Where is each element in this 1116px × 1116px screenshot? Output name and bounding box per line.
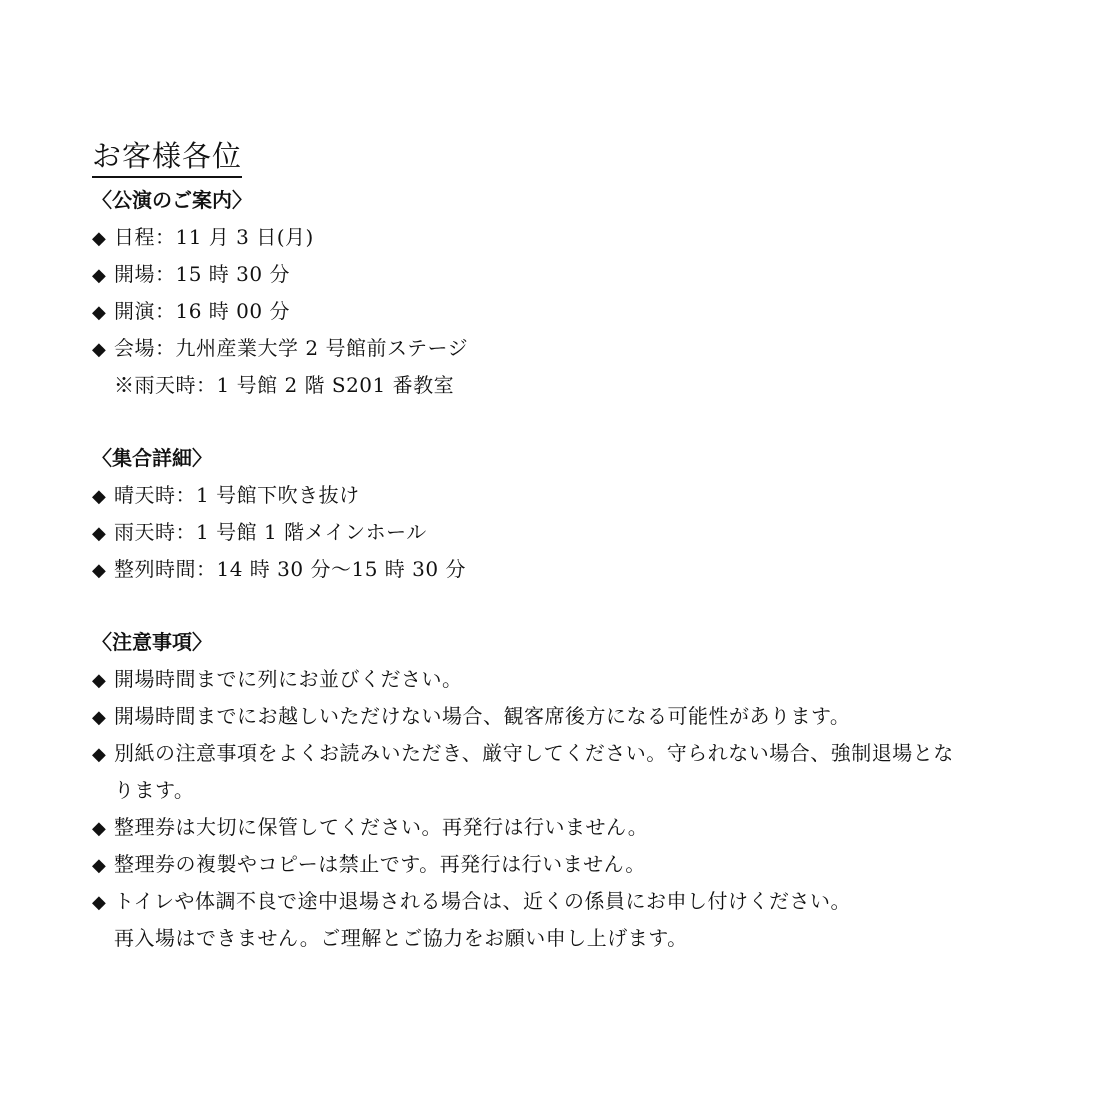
list-item [92,293,1052,330]
list-item-text: 整理券は大切に保管してください。再発行は行いません。 [114,815,649,839]
list-item-text: 開演：16 時 00 分 [114,299,290,323]
list-item-text: 会場：九州産業大学 2 号館前ステージ [114,336,469,360]
list-item-text: 開場時間までに列にお並びください。 [114,667,463,691]
diamond-bullet-icon: ◆ [92,744,107,765]
list-item-text: 日程：11 月 3 日(月) [114,225,314,249]
section-meeting-details [92,440,1052,588]
list-item [92,256,1052,293]
diamond-bullet-icon: ◆ [92,228,107,249]
list-item [92,551,1052,588]
list-item [92,330,1052,367]
notice-document [92,138,1052,957]
section-heading: 〈公演のご案内〉 [92,188,252,212]
section-heading: 〈注意事項〉 [92,630,212,654]
list-item-text: 整列時間：14 時 30 分～15 時 30 分 [114,557,466,581]
list-item-text: 晴天時：1 号館下吹き抜け [114,483,360,507]
section-precautions [92,624,1052,957]
list-item [92,698,1052,735]
section-spacer [92,588,1052,624]
list-item [92,846,1052,883]
diamond-bullet-icon: ◆ [92,560,107,581]
list-item [92,735,1052,772]
list-item [92,219,1052,256]
diamond-bullet-icon: ◆ [92,339,107,360]
diamond-bullet-icon: ◆ [92,707,107,728]
list-item-text: 雨天時：1 号館 1 階メインホール [114,520,427,544]
diamond-bullet-icon: ◆ [92,265,107,286]
diamond-bullet-icon: ◆ [92,486,107,507]
list-item-text: ※雨天時：1 号館 2 階 S201 番教室 [114,373,455,397]
list-item-continuation [92,920,1052,957]
diamond-bullet-icon: ◆ [92,302,107,323]
list-item [92,661,1052,698]
list-item [92,477,1052,514]
list-item-note [92,367,1052,404]
list-item-text: トイレや体調不良で途中退場される場合は、近くの係員にお申し付けください。 [114,889,851,913]
diamond-bullet-icon: ◆ [92,818,107,839]
list-item [92,883,1052,920]
list-item-text: 開場時間までにお越しいただけない場合、観客席後方になる可能性があります。 [114,704,851,728]
list-item-continuation [92,772,1052,809]
section-performance-info [92,182,1052,404]
list-item [92,809,1052,846]
list-item [92,514,1052,551]
list-item-text: 別紙の注意事項をよくお読みいただき、厳守してください。守られない場合、強制退場とな [114,741,954,765]
diamond-bullet-icon: ◆ [92,892,107,913]
section-spacer [92,404,1052,440]
list-item-text: 整理券の複製やコピーは禁止です。再発行は行いません。 [114,852,646,876]
section-heading: 〈集合詳細〉 [92,446,212,470]
list-item-text: 開場：15 時 30 分 [114,262,290,286]
list-item-text: ります。 [114,778,195,802]
diamond-bullet-icon: ◆ [92,855,107,876]
list-item-text: 再入場はできません。ご理解とご協力をお願い申し上げます。 [114,926,688,950]
page-title: お客様各位 [92,138,242,178]
diamond-bullet-icon: ◆ [92,670,107,691]
diamond-bullet-icon: ◆ [92,523,107,544]
